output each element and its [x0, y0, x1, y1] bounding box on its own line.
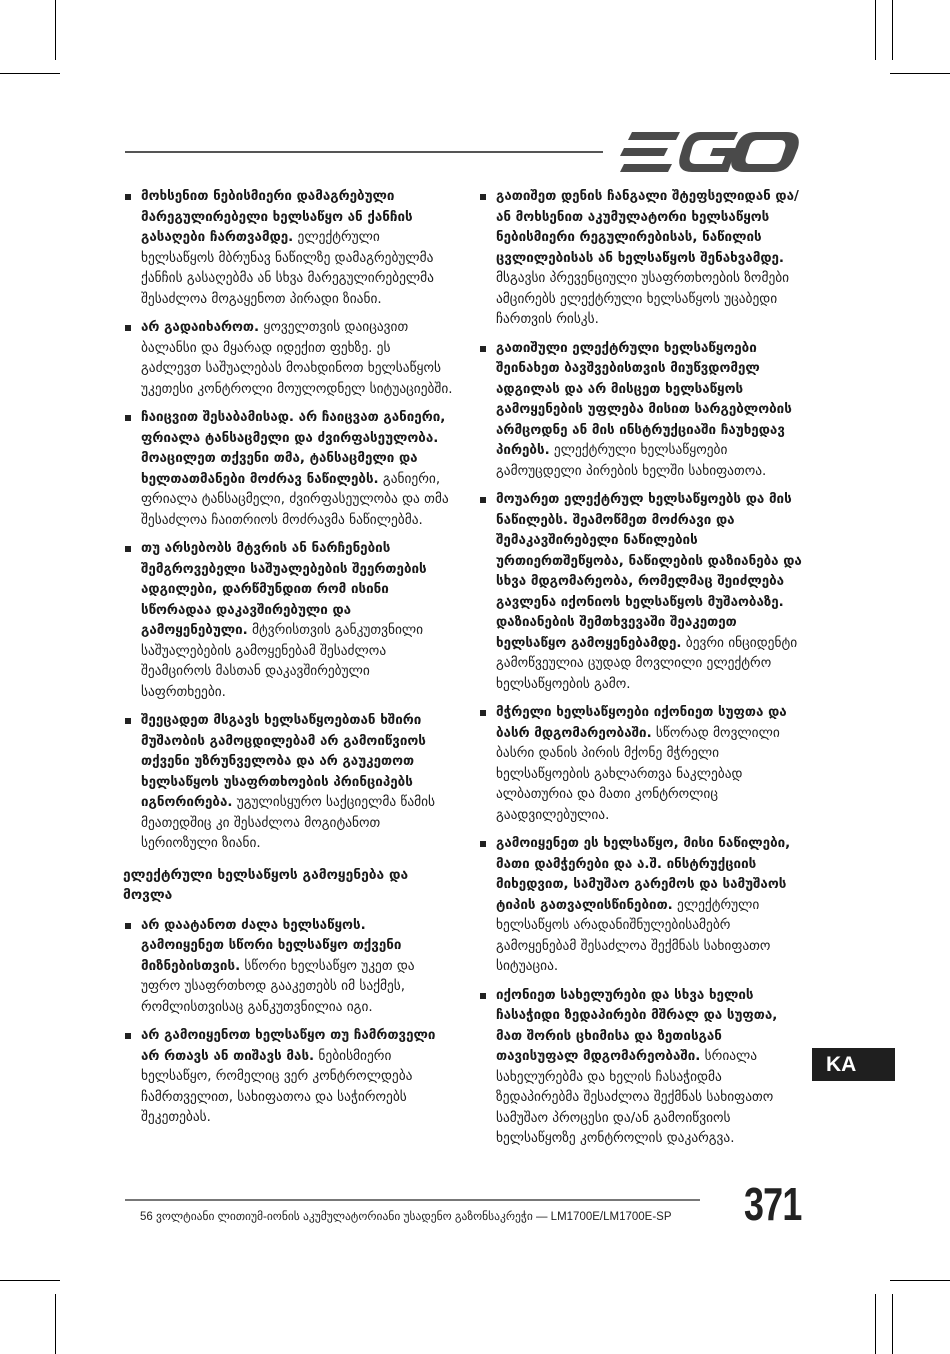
item-bold-text: გამოიყენეთ ეს ხელსაწყო, მისი ნაწილები, მათი დამჭერები და ა.შ. ინსტრუქციის მიხედვით, სამუშაო გარემოს და სამუშაოს ტიპის გათვალისწინებით.	[496, 836, 791, 913]
item-text: განიერი, ფრიალა ტანსაცმელი, ძვირფასეულობა და თმა შესაძლოა ჩაითრიოს მოძრავმა ნაწილებმა.	[141, 471, 449, 528]
bullet-icon	[480, 346, 486, 352]
bullet-icon	[125, 325, 131, 331]
bullet-icon	[125, 923, 131, 929]
item-text: სწორად მოვლილი ბასრი დანის პირის მქონე მჭრელი ხელსაწყოების გახლართვა ნაკლებად ალბათურია და მათი კონტროლიც გაადვილებულია.	[496, 725, 780, 823]
item-bold-text: არ გამოიყენოთ ხელსაწყო თუ ჩამრთველი არ რთავს ან თიშავს მას.	[141, 1028, 436, 1064]
list-item	[478, 703, 808, 826]
item-bold-text: არ დაატანოთ ძალა ხელსაწყოს. გამოიყენეთ სწორი ხელსაწყო თქვენი მიზნებისთვის.	[141, 917, 402, 974]
list-item	[478, 339, 808, 483]
list-item	[123, 408, 453, 531]
item-text: ყოველთვის დაიცავით ბალანსი და მყარად იდექით ფეხზე. ეს გაძლევთ საშუალებას მოახდინოთ ხელსაწყოს უკეთესი კონტროლი მოულოდნელ სიტუაციებში.	[141, 320, 453, 397]
item-text: უგულისყურო საქციელმა წამის მეათედშიც კი შესაძლოა მოგიტანოთ სერიოზული ზიანი.	[141, 795, 436, 851]
item-text: ელექტრული ხელსაწყოები გამოუცდელი პირების ხელში სახიფათოა.	[496, 443, 767, 479]
crop-mark	[0, 1280, 60, 1281]
item-bold-text: არ გადაიხაროთ.	[141, 320, 260, 335]
list-item	[123, 711, 453, 855]
item-bold-text: თუ არსებობს მტვრის ან ნარჩენების შემგროვებელი საშუალებების შეერთების ადგილები, დარწმუნდით რომ ისინი სწორადაა დაკავშირებული და გამოყენებული.	[141, 541, 427, 638]
list-item	[478, 490, 808, 695]
bullet-icon	[480, 841, 486, 847]
left-column	[123, 187, 453, 1137]
crop-mark	[55, 0, 56, 60]
bullet-list	[123, 916, 453, 1129]
list-item	[478, 986, 808, 1150]
crop-mark	[55, 1294, 56, 1354]
page-number: 371	[744, 1178, 802, 1230]
item-bold-text: გათიშეთ დენის ჩანგალი შტეფსელიდან და/ან მოხსენით აკუმულატორი ხელსაწყოს ნებისმიერი რეგულირებისას, ნაწილის ცვლილებისას ან ხელსაწყოს შენახვამდე.	[496, 189, 799, 266]
bullet-list	[478, 187, 808, 1150]
crop-mark	[890, 1280, 950, 1281]
bullet-icon	[480, 497, 486, 503]
crop-mark	[892, 1294, 893, 1354]
item-text: ელექტრული ხელსაწყოს არადანიშნულებისამებრ გამოყენებამ შესაძლოა შექმნას სახიფათო სიტუაცია.	[496, 897, 771, 974]
item-text: ბევრი ინციდენტი გამოწვეულია ცუდად მოვლილი ელექტრო ხელსაწყოების გამო.	[496, 635, 798, 692]
item-text: სწორი ხელსაწყო უკეთ და უფრო უსაფრთხოდ გააკეთებს იმ საქმეს, რომლისთვისაც განკუთვნილია იგი.	[141, 958, 415, 1015]
bullet-icon	[480, 710, 486, 716]
bullet-icon	[125, 415, 131, 421]
language-tab: KA	[812, 1048, 895, 1081]
bullet-list	[123, 187, 453, 855]
bullet-icon	[125, 1033, 131, 1039]
item-bold-text: მოხსენით ნებისმიერი დამაგრებული მარეგულირებელი ხელსაწყო ან ქანჩის გასაღები ჩართვამდე.	[141, 189, 413, 245]
ego-logo	[618, 130, 800, 174]
crop-mark	[875, 0, 876, 60]
crop-mark	[892, 0, 893, 60]
item-text: მტვრისთვის განკუთვნილი საშუალებების გამოყენებამ შესაძლოა შეამციროს მასთან დაკავშირებული საფრთხეები.	[141, 623, 424, 700]
item-bold-text: მოუარეთ ელექტრულ ხელსაწყოებს და მის ნაწილებს. შეამოწმეთ მოძრავი და შემაკავშირებელი ნაწილების ურთიერთშეწყობა, ნაწილების დაზიანება და სხვა მდგომარეობა, რომელმაც შეიძლება გავლენა იქონიოს ხელსაწყოს მუშაობაზე. დაზიანების შემთხვევაში შეაკეთეთ ხელსაწყო გამოყენებამდე.	[496, 492, 802, 651]
bullet-icon	[480, 194, 486, 200]
item-bold-text: შეეცადეთ მსგავს ხელსაწყოებთან ხშირი მუშაობის გამოცდილებამ არ გამოიწვიოს თქვენი უზრუნველობა და არ გაუკეთოთ ხელსაწყოს უსაფრთხოების პრინციპებს იგნორირება.	[141, 713, 426, 810]
item-text: ნებისმიერი ხელსაწყო, რომელიც ვერ კონტროლდება ჩამრთველით, სახიფათოა და საჭიროებს შეკეთებას.	[141, 1048, 413, 1125]
crop-mark	[875, 1294, 876, 1354]
bullet-icon	[480, 993, 486, 999]
list-item	[123, 916, 453, 1019]
item-bold-text: მჭრელი ხელსაწყოები იქონიეთ სუფთა და ბასრ მდგომარეობაში.	[496, 705, 787, 741]
list-item	[123, 1026, 453, 1129]
bullet-icon	[125, 546, 131, 552]
section-heading: ელექტრული ხელსაწყოს გამოყენება და მოვლა	[123, 866, 409, 903]
list-item	[478, 187, 808, 331]
list-item	[123, 539, 453, 703]
crop-mark	[890, 73, 950, 74]
bullet-icon	[125, 718, 131, 724]
list-item	[123, 187, 453, 310]
header-rule	[125, 151, 603, 153]
footer-rule	[125, 1199, 700, 1201]
bullet-icon	[125, 194, 131, 200]
list-item	[123, 318, 453, 400]
item-text: ელექტრული ხელსაწყოს მბრუნავ ნაწილზე დამაგრებულმა ქანჩის გასაღებმა ან სხვა მარეგულირებელმა შესაძლოა მოგაყენოთ პირადი ზიანი.	[141, 230, 434, 307]
item-text: მსგავსი პრევენციული უსაფრთხოების ზომები ამცირებს ელექტრული ხელსაწყოს უცაბედი ჩართვის რისკს.	[496, 271, 790, 327]
item-bold-text: გათიშული ელექტრული ხელსაწყოები შეინახეთ ბავშვებისთვის მიუწვდომელ ადგილას და არ მისცეთ ხელსაწყოს გამოყენების უფლება მისით სარგებლობის არმცოდნე ან მის ინსტრუქციაში ჩაუხედავ პირებს.	[496, 340, 792, 458]
crop-mark	[0, 73, 60, 74]
right-column	[478, 187, 808, 1158]
item-bold-text: ჩაიცვით შესაბამისად. არ ჩაიცვათ განიერი, ფრიალა ტანსაცმელი და ძვირფასეულობა. მოაცილეთ თქვენი თმა, ტანსაცმელი და ხელთათმანები მოძრავ ნაწილებს.	[141, 410, 446, 487]
list-item	[478, 834, 808, 978]
footer-text: 56 ვოლტიანი ლითიუმ-იონის აკუმულატორიანი უსადენო გაზონსაკრეჭი — LM1700E/LM1700E-SP	[140, 1211, 672, 1223]
item-text: სრიალა სახელურებმა და ხელის ჩასაჭიდმა ზედაპირებმა შესაძლოა შექმნას სახიფათო სამუშაო პროცესი და/ან გამოიწვიოს ხელსაწყოზე კონტროლის დაკარგვა.	[496, 1049, 774, 1146]
item-bold-text: იქონიეთ სახელურები და სხვა ხელის ჩასაჭიდი ზედაპირები მშრალ და სუფთა, მათ შორის ცხიმისა და ზეთისგან თავისუფალ მდგომარეობაში.	[496, 987, 778, 1064]
